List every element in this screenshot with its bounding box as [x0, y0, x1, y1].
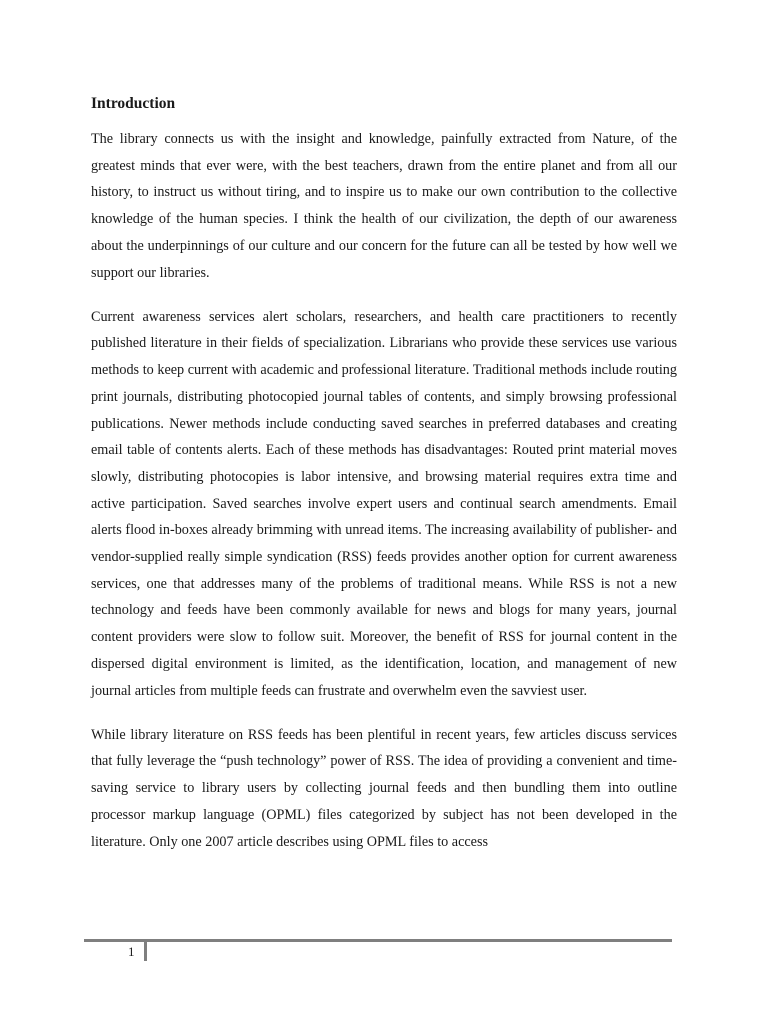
page-number: 1 — [128, 944, 135, 959]
paragraph-rss-literature: While library literature on RSS feeds has been plentiful in recent years, few articles discuss services that fully leverage the “push technology” power of RSS. The idea of providing a convenient and time-saving service to library users by collecting journal feeds and then bundling them into outline processor markup language (OPML) files categorized by subject has not been developed in the literature. Only one 2007 article describes using OPML files to access — [91, 726, 677, 850]
page-footer — [84, 939, 672, 969]
section-heading: Introduction — [91, 95, 176, 112]
footer-horizontal-rule — [84, 939, 672, 942]
paragraph-current-awareness: Current awareness services alert scholars, researchers, and health care practitioners to recently published literature in their fields of specialization. Librarians who provide these services use various methods to keep current with academic and professional literature. Traditional methods include routing print journals, distributing photocopied journal tables of contents, and simply browsing professional publications. Newer methods include conducting saved searches in preferred databases and creating email table of contents alerts. Each of these methods has disadvantages: Routed print material moves slowly, distributing photocopies is labor intensive, and browsing material requires extra time and active participation. Saved searches involve expert users and continual search amendments. Email alerts flood in-boxes already brimming with unread items. The increasing availability of publisher- and vendor-supplied really simple syndication (RSS) feeds provides another option for current awareness services, one that addresses many of the problems of traditional means. While RSS is not a new technology and feeds have been commonly available for news and blogs for many years, journal content providers were slow to follow suit. Moreover, the benefit of RSS for journal content in the dispersed digital environment is limited, as the identification, location, and management of new journal articles from multiple feeds can frustrate and overwhelm even the savviest user. — [91, 308, 677, 699]
page-content — [91, 92, 677, 855]
footer-vertical-rule — [144, 939, 147, 961]
paragraph-library-quote: The library connects us with the insight and knowledge, painfully extracted from Nature, of the greatest minds that ever were, with the best teachers, drawn from the entire planet and from all our history, to instruct us without tiring, and to inspire us to make our own contribution to the collective knowledge of the human species. I think the health of our civilization, the depth of our awareness about the underpinnings of our culture and our concern for the future can all be tested by how well we support our libraries. — [91, 131, 677, 281]
